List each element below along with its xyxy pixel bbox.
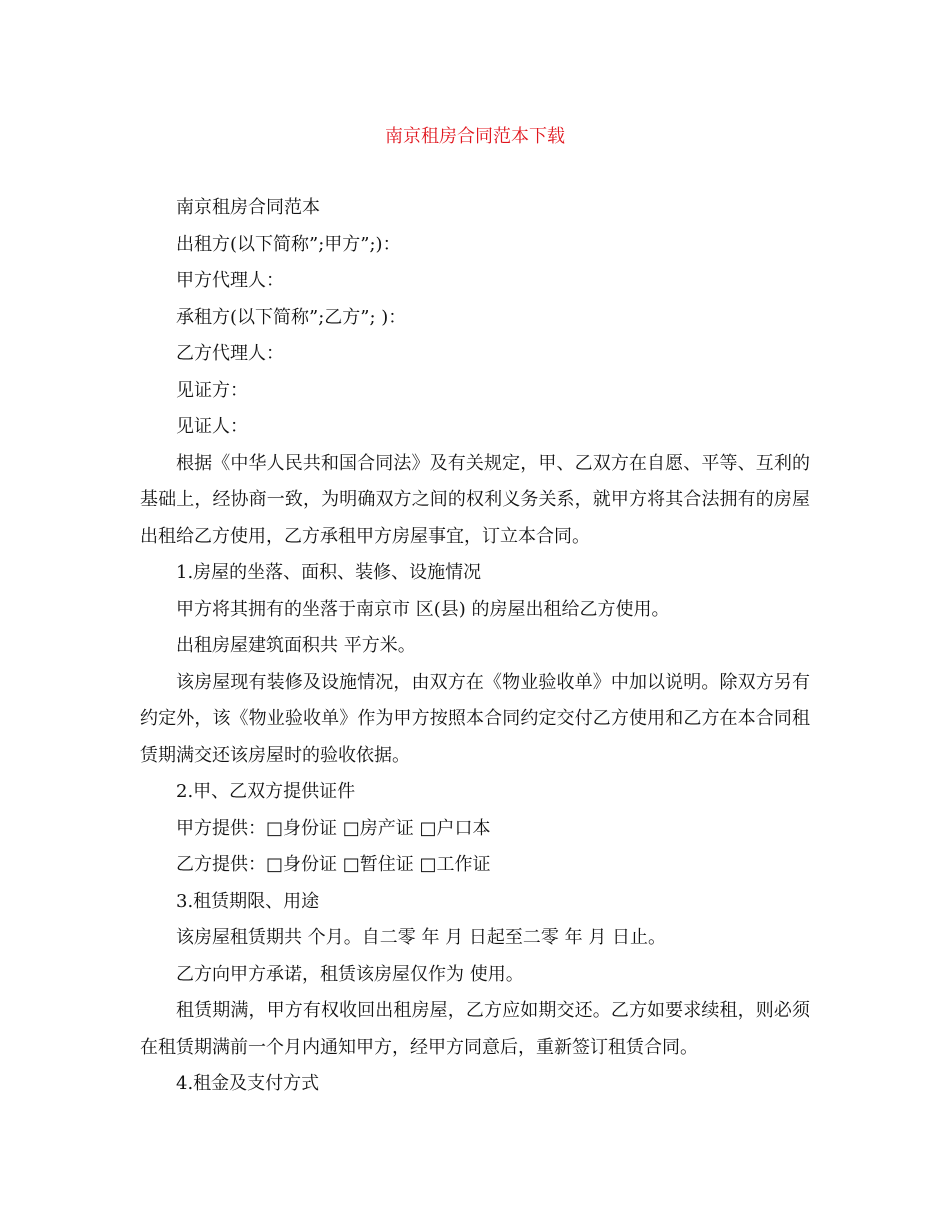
paragraph-preamble: 根据《中华人民共和国合同法》及有关规定，甲、乙双方在自愿、平等、互利的基础上，经协商一致，为明确双方之间的权利义务关系，就甲方将其合法拥有的房屋出租给乙方使用，乙方承租甲方房屋事宜，订立本合同。 [140,452,810,547]
paragraph-location: 甲方将其拥有的坐落于南京市 区(县) 的房屋出租给乙方使用。 [176,598,670,620]
paragraph-lessee-agent: 乙方代理人： [176,343,284,364]
paragraph-lessee-documents: 乙方提供：□身份证 □暂住证 □工作证 [176,854,491,875]
document-body [140,190,810,1103]
paragraph-lessee: 承租方(以下简称”;乙方”; )： [176,306,407,328]
paragraph-decoration: 该房屋现有装修及设施情况，由双方在《物业验收单》中加以说明。除双方另有约定外，该《物业验收单》作为甲方按照本合同约定交付乙方使用和乙方在本合同租赁期满交还该房屋时的验收依据。 [140,671,810,766]
section-heading-1: 1.房屋的坐落、面积、装修、设施情况 [176,562,482,583]
paragraph-lease-term: 该房屋租赁期共 个月。自二零 年 月 日起至二零 年 月 日止。 [176,927,667,948]
paragraph-lessor-documents: 甲方提供：□身份证 □房产证 □户口本 [176,817,491,839]
paragraph-witness-party: 见证方： [176,379,248,401]
section-heading-2: 2.甲、乙双方提供证件 [176,781,356,802]
paragraph-heading: 南京租房合同范本 [176,197,320,218]
paragraph-lessor-agent: 甲方代理人： [176,270,284,291]
paragraph-renewal: 租赁期满，甲方有权收回出租房屋，乙方应如期交还。乙方如要求续租，则必须在租赁期满前一个月内通知甲方，经甲方同意后，重新签订租赁合同。 [140,1000,810,1058]
section-heading-4: 4.租金及支付方式 [176,1073,320,1094]
paragraph-area: 出租房屋建筑面积共 平方米。 [176,635,416,656]
paragraph-lessor: 出租方(以下简称”;甲方”;)： [176,233,401,255]
paragraph-witness-person: 见证人： [176,416,248,437]
document-title: 南京租房合同范本下载 [385,126,565,147]
paragraph-usage: 乙方向甲方承诺，租赁该房屋仅作为 使用。 [176,963,524,985]
section-heading-3: 3.租赁期限、用途 [176,890,320,912]
